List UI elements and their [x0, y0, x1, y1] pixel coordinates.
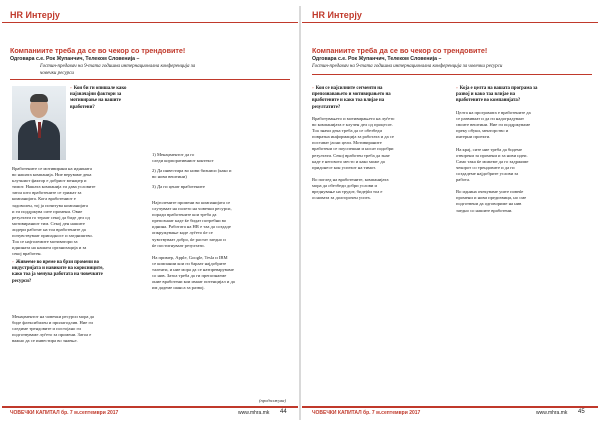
header-rule: [2, 22, 298, 23]
website-link[interactable]: www.mhra.mk: [238, 410, 270, 416]
article-byline: Одговара с.е. Рок Жупанчич, Телеком Словенија –: [10, 56, 140, 62]
interview-question-3: ▫ Кои се најсилните сегменти на препознавањето и мотивирањето на вработените и како тоа влијае на резултатите?: [312, 86, 391, 110]
column-body: Најголемите промени во компанијата се случуваат на полето на човечки ресурси, поради вработените кои треба да препознаат каде ќе бидат потребни во иднина. Работата на HR е таа да создаде опкружување каде луѓето ќе се чувствуваат добро, ќе растат заедно и ќе постигнуваат резултати. На пример, Apple, Google, Tesla и IBM се компании кои ги бараат најдобрите таленти, и ние мора да се натпреваруваме со нив. Затоа треба да ги препознаеме оние вработени кои имаат потенцијал и да им дадеме шанса за развој.: [152, 200, 235, 291]
interview-answer-3: Вработувањето и мотивирањето на луѓето во компанијата е клучен дел од процесот. Тоа значи дека треба да се обезбеди повратна информација за работата и да се постават јасни цели. Мотивираните вработени се поуспешни и носат подобри резултати. Секој вработен треба да знае каде е неговото место и како може да придонесе кон успехот на тимот. Во поглед на вработените, компанијата мора да обезбеди добри услови и вреднување на трудот, бидејќи тоа е основата за долгорочен успех.: [312, 116, 395, 201]
page-footer: [302, 406, 598, 418]
title-rule: [312, 74, 592, 75]
article-byline: Одговара с.е. Рок Жупанчич, Телеком Словенија –: [312, 56, 442, 62]
list-item: 1) Менаџментот да го следи корпоративниот контекст: [152, 152, 214, 164]
website-link[interactable]: www.mhra.mk: [536, 410, 568, 416]
interview-question-4: ▫ Која е целта на вашата програма за развој и како таа влијае на вработените во компанијата?: [456, 86, 538, 104]
right-page: [302, 6, 598, 420]
title-rule: [10, 79, 290, 80]
section-header: [2, 10, 298, 24]
magazine-issue: ЧОВЕЧКИ КАПИТАЛ бр. 7 м.септември 2017: [312, 410, 421, 416]
bullet-icon: ▫: [70, 86, 72, 91]
interview-question-1: ▫ Кои би ги опишале како најзначајни фактори за мотивирање на вашите вработени?: [70, 86, 127, 110]
continued-note: (продолжува): [259, 398, 286, 403]
bullet-icon: ▫: [312, 86, 314, 91]
article-subtitle: Гостин-предавач на 9-тата годишна интернационална конференција за човечки ресурси: [312, 64, 503, 69]
bullet-icon: ▫: [456, 86, 458, 91]
article-subtitle: Гостин-предавач на 9-тата годишна интернационална конференција за човечки ресурси: [40, 64, 196, 76]
bullet-icon: ▫: [12, 260, 14, 265]
section-header: [302, 10, 598, 24]
page-footer: [2, 406, 298, 418]
interview-answer-1: Вработените се мотивирани на иднината во нашата компанија. Ние веруваме дека клучниот фактор е добриот менаџер и тимот. Нашата компанија ги дава условите затоа што вработените се грижат за компанијата. Кога вработениот е задоволен, тој ја почитува компанијата и ги поддржува сите промени. Овие резултати го тераат секој да биде дел од мотивираниот тим. Секој ден нашите лидери работат на тоа вработените да почувствуваат припадност и заедништво. Тоа се најголемите мотиватори за иднината на нашата организација и за секој вработен.: [12, 166, 96, 257]
footer-rule: [302, 406, 598, 408]
list-item: 2) Да инвестира во нови бизниси (како и во нови вештини): [152, 168, 232, 180]
interview-answer-4: Целта на програмата е вработените да се развиваат и да ги надоградуваат своите вештини. Ние ги поддржуваме преку обуки, менторство и интерни проекти. На крај, сите ние треба да бидеме отворени за промени и за нови идеи. Само така ќе можеме да го задржиме чекорот со трендовите и да ги создадеме најдобрите услови за работа. Во иднина очекуваме уште повеќе промени и нови предизвици, но сме подготвени да одговориме на нив заедно со нашите вработени.: [456, 110, 531, 213]
interview-answer-2: Менаџментот на човечки ресурси мора да биде флексибилен и прилагодлив. Ние ги следиме трендовите и постојано ги подготвуваме луѓето за промени. Затоа е важно да се инвестира во знаење.: [12, 314, 94, 344]
left-page: [2, 6, 298, 420]
portrait-image: [12, 86, 66, 160]
header-rule: [302, 22, 598, 23]
page-spine: [299, 6, 301, 420]
page-number: 45: [578, 409, 585, 415]
page-number: 44: [280, 409, 287, 415]
section-label: HR Интерју: [312, 10, 362, 20]
footer-rule: [2, 406, 298, 408]
article-title: Компаниите треба да се во чекор со трендовите!: [10, 46, 186, 55]
interview-question-2: ▫ Живееме во време на брзи промени во индустријата и навиките на корисниците, како тоа ја менува работата на човечките ресурси?: [12, 260, 104, 284]
magazine-issue: ЧОВЕЧКИ КАПИТАЛ бр. 7 м.септември 2017: [10, 410, 119, 416]
list-item: 3) Да ги ценат вработените: [152, 184, 205, 189]
article-title: Компаниите треба да се во чекор со трендовите!: [312, 46, 488, 55]
section-label: HR Интерју: [10, 10, 60, 20]
